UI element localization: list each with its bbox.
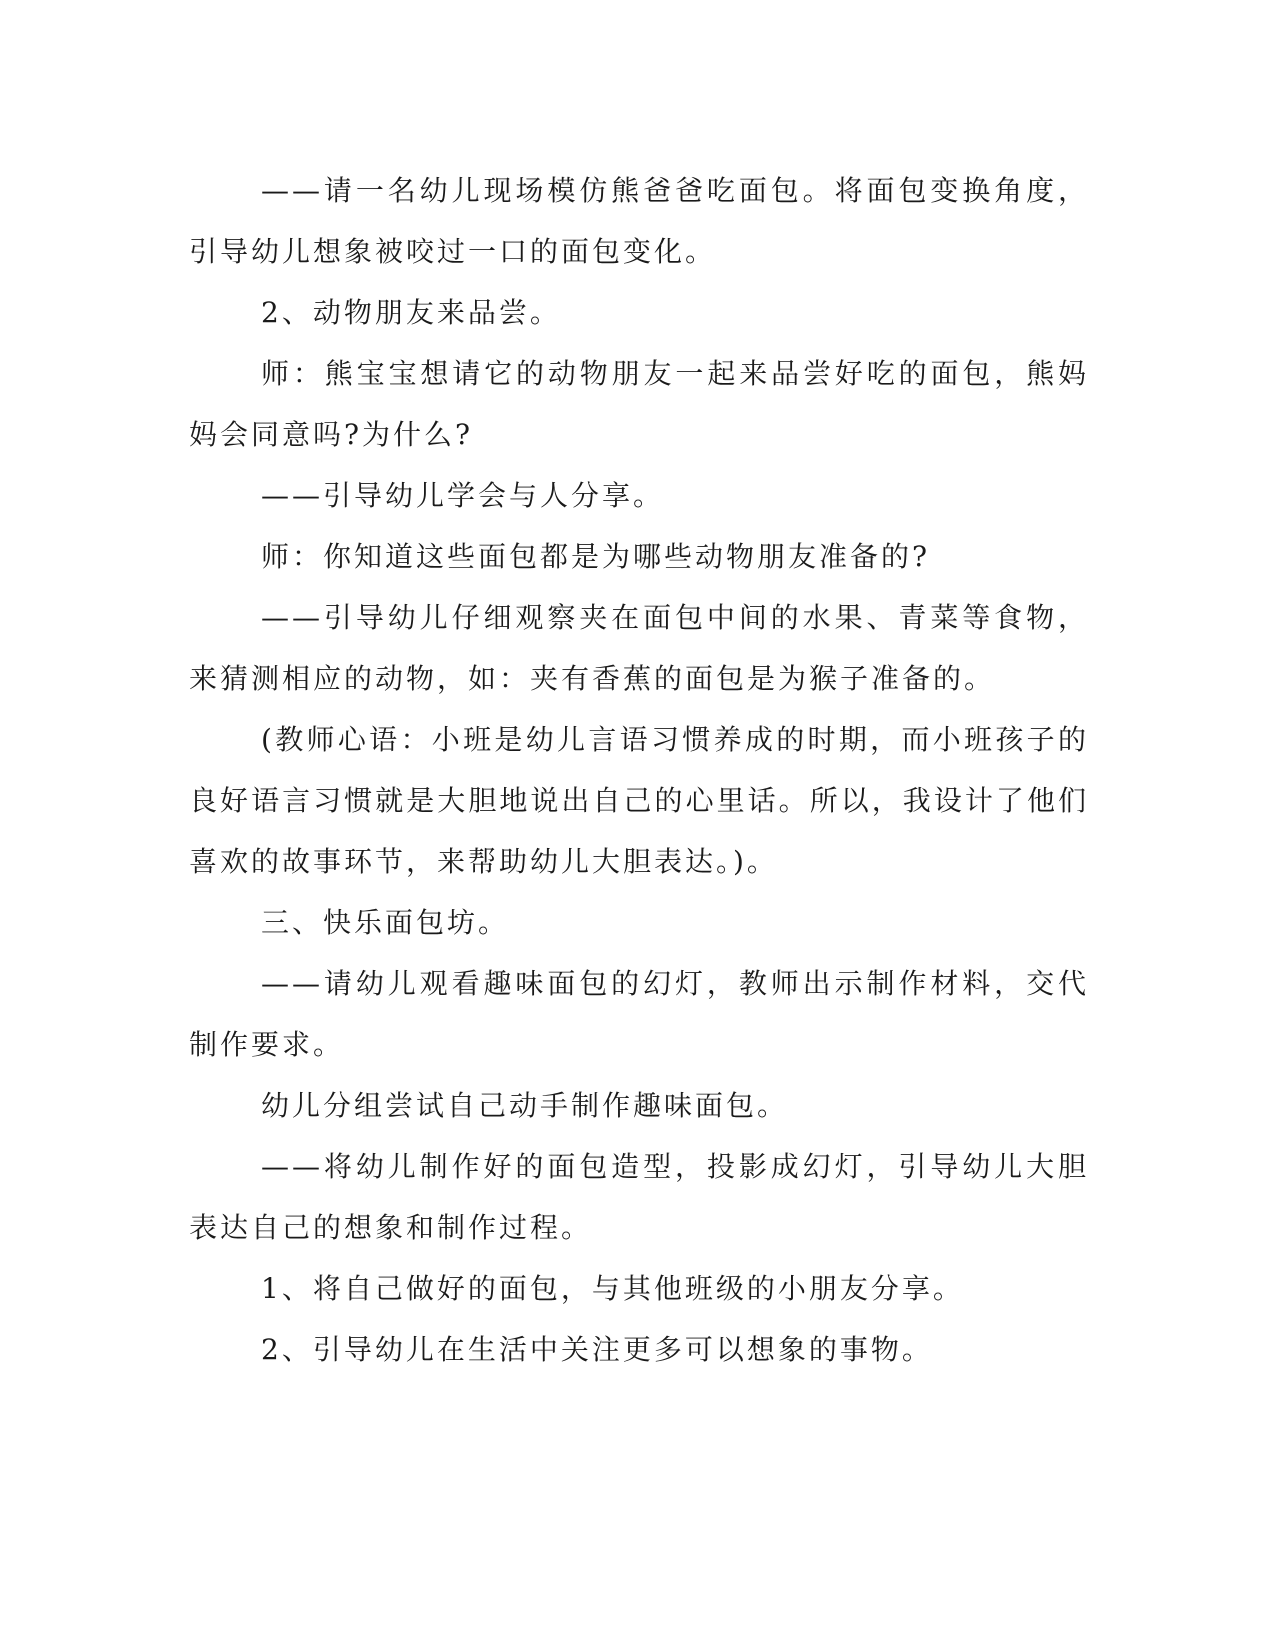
paragraph-8: 三、快乐面包坊。 [261, 906, 510, 939]
paragraph-5: 师：你知道这些面包都是为哪些动物朋友准备的? [261, 540, 931, 573]
paragraph-6: ——引导幼儿仔细观察夹在面包中间的水果、青菜等食物，来猜测相应的动物，如：夹有香蕉的面包是为猴子准备的。 [189, 601, 1089, 695]
paragraph-4: ——引导幼儿学会与人分享。 [261, 479, 665, 512]
paragraph-3: 师：熊宝宝想请它的动物朋友一起来品尝好吃的面包，熊妈妈会同意吗?为什么? [189, 357, 1089, 451]
document-page [189, 160, 1089, 1380]
paragraph-2: 2、动物朋友来品尝。 [261, 296, 561, 329]
paragraph-7: (教师心语：小班是幼儿言语习惯养成的时期，而小班孩子的良好语言习惯就是大胆地说出自己的心里话。所以，我设计了他们喜欢的故事环节，来帮助幼儿大胆表达。)。 [189, 723, 1089, 878]
paragraph-11: ——将幼儿制作好的面包造型，投影成幻灯，引导幼儿大胆表达自己的想象和制作过程。 [189, 1150, 1089, 1244]
paragraph-12: 1、将自己做好的面包，与其他班级的小朋友分享。 [261, 1272, 964, 1305]
paragraph-10: 幼儿分组尝试自己动手制作趣味面包。 [261, 1089, 789, 1122]
paragraph-13: 2、引导幼儿在生活中关注更多可以想象的事物。 [261, 1333, 933, 1366]
paragraph-1: ——请一名幼儿现场模仿熊爸爸吃面包。将面包变换角度，引导幼儿想象被咬过一口的面包变化。 [189, 174, 1089, 268]
paragraph-9: ——请幼儿观看趣味面包的幻灯，教师出示制作材料，交代制作要求。 [189, 967, 1089, 1061]
